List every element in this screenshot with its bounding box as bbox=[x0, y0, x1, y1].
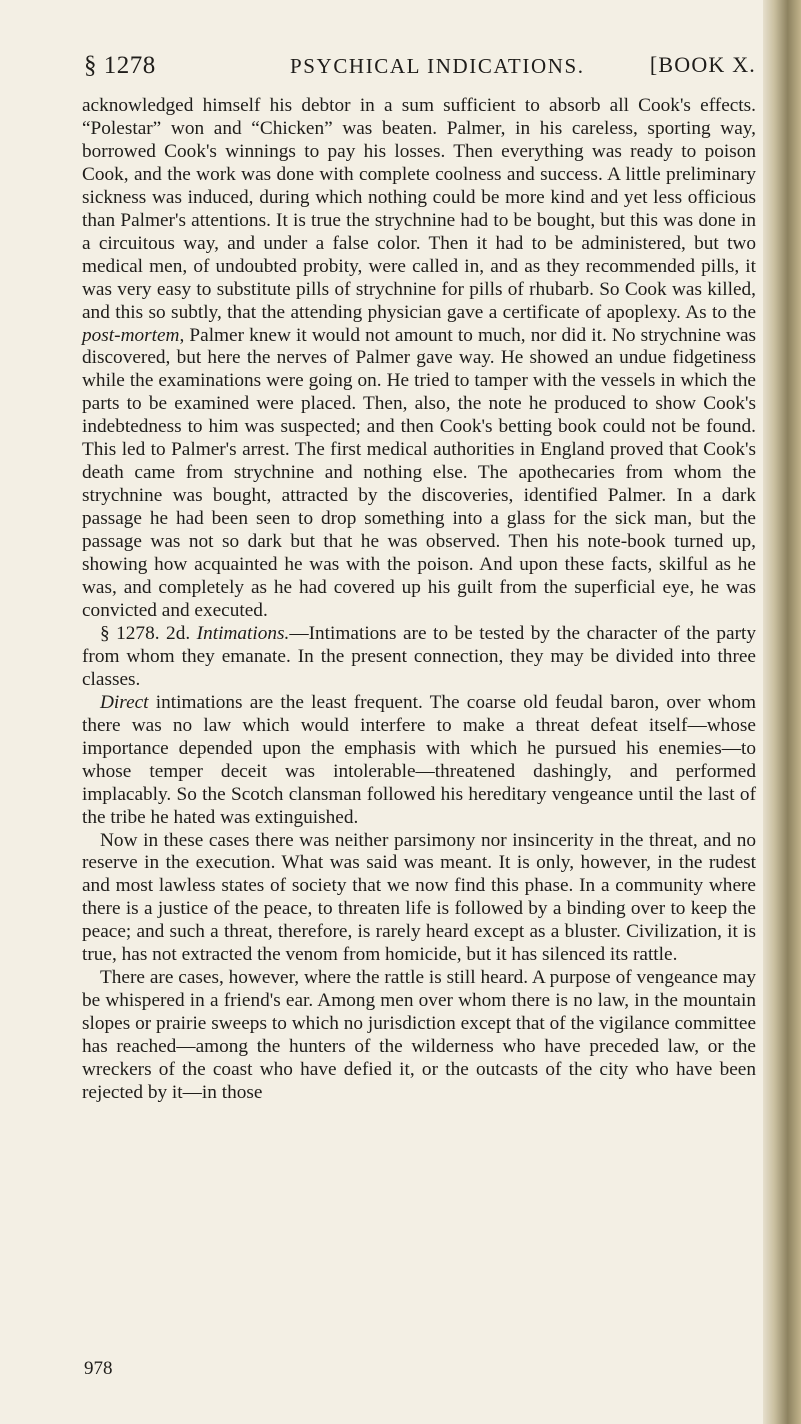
section-heading: Intimations. bbox=[196, 622, 290, 644]
page-number: 978 bbox=[84, 1358, 113, 1379]
paragraph-text: —Intimations are to be tested by the character of the party from whom they emanate. In the present connection, they may be divided into three classes. bbox=[82, 622, 756, 690]
running-head-book: [BOOK X. bbox=[649, 52, 756, 77]
italic-term: post-mortem bbox=[82, 324, 180, 346]
section-number: § 1278. 2d. bbox=[100, 622, 197, 644]
italic-lead-word: Direct bbox=[100, 691, 149, 713]
paragraph-continuation bbox=[82, 95, 756, 623]
paragraph-now-in-these-cases bbox=[82, 830, 756, 968]
paragraph-there-are-cases bbox=[82, 967, 756, 1105]
running-head-title: PSYCHICAL INDICATIONS. bbox=[290, 54, 585, 78]
body-text bbox=[82, 95, 756, 1105]
paragraph-text: Now in these cases there was neither parsimony nor insincerity in the threat, and no reserve in the execution. What was said was meant. It is only, however, in the rudest and most lawless states of society that we now find this phase. In a community where there is a justice of the peace, to threaten life is followed by a binding over to keep the peace; and such a threat, therefore, is rarely heard except as a bluster. Civilization, it is true, has not extracted the venom from homicide, but it has silenced its rattle. bbox=[82, 829, 756, 966]
paragraph-section-1278 bbox=[82, 623, 756, 692]
paragraph-text: There are cases, however, where the rattle is still heard. A purpose of vengeance may be whispered in a friend's ear. Among men over whom there is no law, in the mountain slopes or prairie sweeps to which no jurisdiction except that of the vigilance committee has reached—among the hunters of the wilderness who have preceded law, or the wreckers of the coast who have defied it, or the outcasts of the city who have been rejected by it—in those bbox=[82, 967, 756, 1103]
paragraph-text: intimations are the least frequent. The coarse old feudal baron, over whom there was no law which would interfere to make a threat defeat itself—whose importance depended upon the emphasis with which he pursued his enemies—to whose temper deceit was intolerable—threatened dashingly, and performed implacably. So the Scotch clansman followed his hereditary vengeance until the last of the tribe he hated was extinguished. bbox=[82, 691, 756, 828]
paragraph-direct-intimations bbox=[82, 692, 756, 830]
running-head-section: § 1278 bbox=[84, 52, 156, 79]
paragraph-text: , Palmer knew it would not amount to much, nor did it. No strychnine was discovered, but here the nerves of Palmer gave way. He showed an undue fidgetiness while the examinations were going on. He tried to tamper with the vessels in which the parts to be examined were placed. Then, also, the note he produced to show Cook's indebtedness to him was suspected; and then Cook's betting book could not be found. This led to Palmer's arrest. The first medical authorities in England proved that Cook's death came from strychnine and nothing else. The apothecaries from whom the strychnine was bought, attracted by the discoveries, identified Palmer. In a dark passage he had been seen to drop something into a glass for the sick man, but the passage was not so dark but that he was observed. Then his note-book turned up, showing how acquainted he was with the poison. And upon these facts, skilful as he was, and completely as he had covered up his guilt from the superficial eye, he was convicted and executed. bbox=[82, 324, 756, 621]
paragraph-text: acknowledged himself his debtor in a sum sufficient to absorb all Cook's effects. “Polestar” won and “Chicken” was beaten. Palmer, in his careless, sporting way, borrowed Cook's winnings to pay his losses. Then everything was ready to poison Cook, and the work was done with complete coolness and success. A little preliminary sickness was induced, during which nothing could be more kind and yet less officious than Palmer's attentions. It is true the strychnine had to be bought, but this was done in a circuitous way, and under a false color. Then it had to be administered, but two medical men, of undoubted probity, were called in, and as they recommended pills, it was very easy to substitute pills of strychnine for pills of rhubarb. So Cook was killed, and this so subtly, that the attending physician gave a certificate of apoplexy. As to the bbox=[82, 95, 756, 323]
page-edge-shadow bbox=[763, 0, 801, 1424]
running-head bbox=[82, 52, 768, 92]
